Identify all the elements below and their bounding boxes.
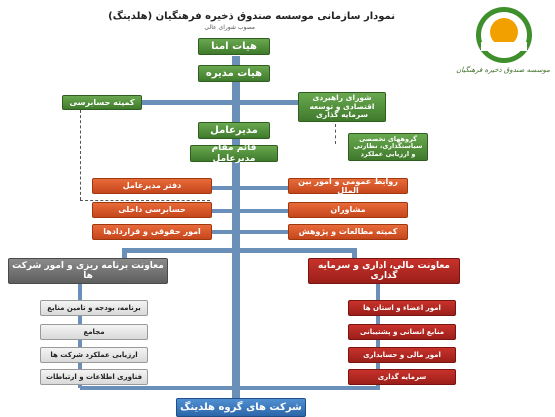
specialized-groups: گروههای تخصصی سیاستگذاری، نظارتی و ارزیابی عملکرد: [348, 133, 428, 161]
audit-dashed-h: [80, 200, 210, 201]
planning-unit: فناوری اطلاعات و ارتباطات: [40, 369, 148, 385]
deputy-ceo: قائم مقام مدیرعامل: [190, 145, 278, 162]
strategy-council: شورای راهبردی اقتصادی و توسعه سرمایه گذاری: [298, 92, 386, 122]
board-of-directors: هیات مدیره: [198, 65, 270, 82]
staff-bar-2: [210, 209, 290, 213]
planning-unit: برنامه، بودجه و تامین منابع: [40, 300, 148, 316]
deputy-bar: [125, 248, 355, 253]
holding-companies: شرکت های گروه هلدینگ: [176, 398, 306, 417]
finance-unit: منابع انسانی و پشتیبانی: [348, 324, 456, 340]
internal-audit: حسابرسی داخلی: [92, 202, 212, 218]
sun-logo-icon: [469, 2, 539, 72]
ceo-office: دفتر مدیرعامل: [92, 178, 212, 194]
research-committee: کمیته مطالعات و پژوهش: [288, 224, 408, 240]
staff-bar-3: [210, 230, 290, 234]
planning-unit: مجامع: [40, 324, 148, 340]
advisors: مشاوران: [288, 202, 408, 218]
groups-dashed-line: [335, 124, 336, 144]
board-council-bar: [140, 100, 300, 105]
planning-unit: ارزیابی عملکرد شرکت ها: [40, 347, 148, 363]
audit-dashed-line: [80, 110, 81, 200]
logo-text: موسسه صندوق ذخیره فرهنگیان: [456, 66, 550, 74]
public-relations: روابط عمومی و امور بین الملل: [288, 178, 408, 194]
staff-bar: [210, 186, 290, 190]
holding-bar: [80, 386, 380, 390]
deputy-planning: معاونت برنامه ریزی و امور شرکت ها: [8, 258, 168, 284]
finance-unit: سرمایه گذاری: [348, 369, 456, 385]
chart-subtitle: مصوب شورای عالی: [204, 24, 255, 31]
main-spine: [232, 56, 240, 398]
legal-affairs: امور حقوقی و قراردادها: [92, 224, 212, 240]
logo: [455, 2, 551, 84]
audit-committee: کمیته حسابرسی: [62, 95, 142, 110]
finance-unit: امور مالی و حسابداری: [348, 347, 456, 363]
finance-unit: امور اعضاء و استان ها: [348, 300, 456, 316]
ceo: مدیرعامل: [198, 122, 270, 139]
chart-title: نمودار سازمانی موسسه صندوق ذخیره فرهنگیان (هلدینگ): [108, 11, 395, 22]
deputy-finance: معاونت مالی، اداری و سرمایه گذاری: [308, 258, 460, 284]
board-of-trustees: هیات امنا: [198, 38, 270, 55]
